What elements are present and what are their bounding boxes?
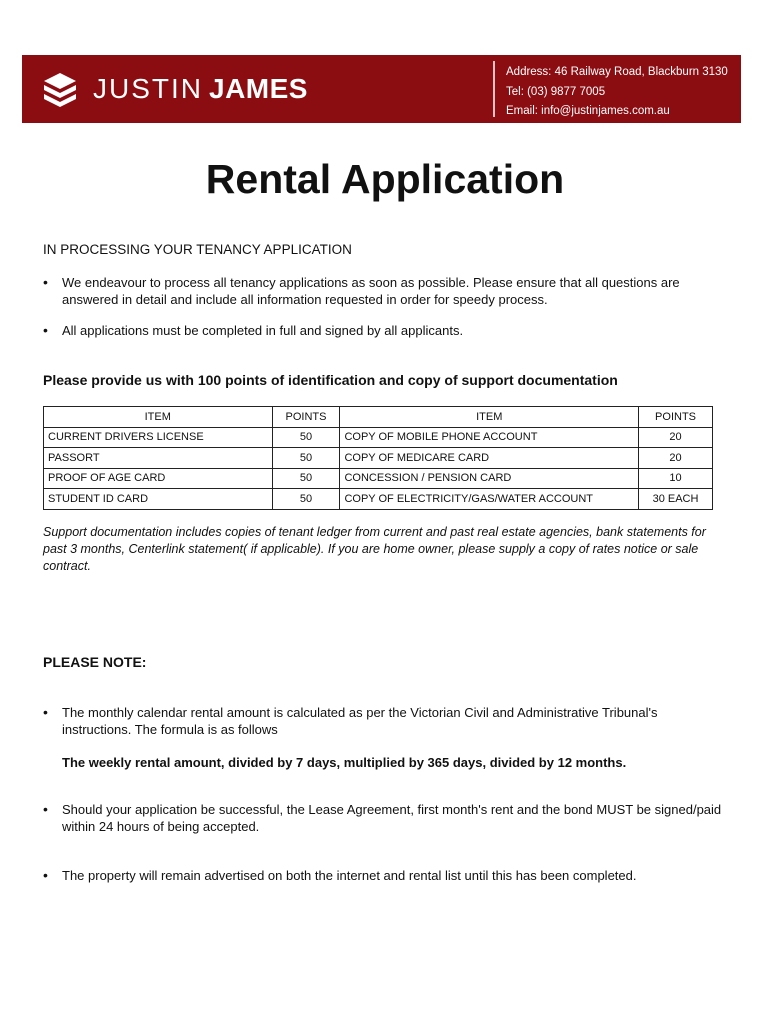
banner-divider xyxy=(493,61,495,117)
brand-last: JAMES xyxy=(209,73,308,104)
table-cell: 50 xyxy=(272,468,340,489)
table-cell: CONCESSION / PENSION CARD xyxy=(340,468,639,489)
processing-heading: IN PROCESSING YOUR TENANCY APPLICATION xyxy=(43,242,352,257)
formula-text: The weekly rental amount, divided by 7 days, multiplied by 365 days, divided by 12 months. xyxy=(62,755,627,770)
table-cell: 10 xyxy=(639,468,713,489)
table-cell: 20 xyxy=(639,448,713,469)
processing-list xyxy=(43,274,723,339)
contact-tel: Tel: (03) 9877 7005 xyxy=(506,85,606,98)
logo-icon xyxy=(42,71,78,109)
list-item-text: The monthly calendar rental amount is calculated as per the Victorian Civil and Administrative Tribunal's instructions. The formula is as follows xyxy=(62,705,658,737)
table-row xyxy=(44,427,713,448)
table-cell: COPY OF MOBILE PHONE ACCOUNT xyxy=(340,427,639,448)
table-cell: 50 xyxy=(272,427,340,448)
table-cell: 50 xyxy=(272,489,340,510)
table-cell: STUDENT ID CARD xyxy=(44,489,273,510)
table-cell: 50 xyxy=(272,448,340,469)
points-table xyxy=(43,406,713,510)
table-row xyxy=(44,448,713,469)
table-row xyxy=(44,489,713,510)
table-cell: PASSORT xyxy=(44,448,273,469)
page-title: Rental Application xyxy=(205,156,565,202)
please-note-list xyxy=(43,704,723,884)
table-cell: 20 xyxy=(639,427,713,448)
list-item: • All applications must be completed in full and signed by all applicants. xyxy=(43,322,723,339)
contact-address: Address: 46 Railway Road, Blackburn 3130 xyxy=(506,66,728,78)
table-cell: 30 EACH xyxy=(639,489,713,510)
col-item: ITEM xyxy=(340,407,639,428)
table-row xyxy=(44,468,713,489)
contact-block xyxy=(506,63,728,122)
table-cell: PROOF OF AGE CARD xyxy=(44,468,273,489)
table-cell: COPY OF ELECTRICITY/GAS/WATER ACCOUNT xyxy=(340,489,639,510)
table-header-row xyxy=(44,407,713,428)
col-points: POINTS xyxy=(272,407,340,428)
list-item: • The property will remain advertised on both the internet and rental list until this has been completed. xyxy=(43,867,723,884)
brand-first: JUSTIN xyxy=(93,73,203,104)
table-cell: COPY OF MEDICARE CARD xyxy=(340,448,639,469)
list-item: • We endeavour to process all tenancy applications as soon as possible. Please ensure that all questions are answered in detail and include all information requested in order for speedy process. xyxy=(43,274,723,308)
brand-name xyxy=(93,73,308,105)
col-points: POINTS xyxy=(639,407,713,428)
please-note-heading: PLEASE NOTE: xyxy=(43,654,147,670)
contact-email: Email: info@justinjames.com.au xyxy=(506,105,670,117)
header-banner xyxy=(22,55,741,123)
points-heading: Please provide us with 100 points of identification and copy of support documentation xyxy=(43,372,618,388)
table-cell: CURRENT DRIVERS LICENSE xyxy=(44,427,273,448)
list-item: • Should your application be successful, the Lease Agreement, first month's rent and the bond MUST be signed/paid within 24 hours of being accepted. xyxy=(43,801,723,835)
support-note: Support documentation includes copies of tenant ledger from current and past real estate agencies, bank statements for past 3 months, Centerlink statement( if applicable). If you are home owner, please supply a copy of rates notice or sale contract. xyxy=(43,525,706,573)
col-item: ITEM xyxy=(44,407,273,428)
list-item xyxy=(43,704,723,771)
